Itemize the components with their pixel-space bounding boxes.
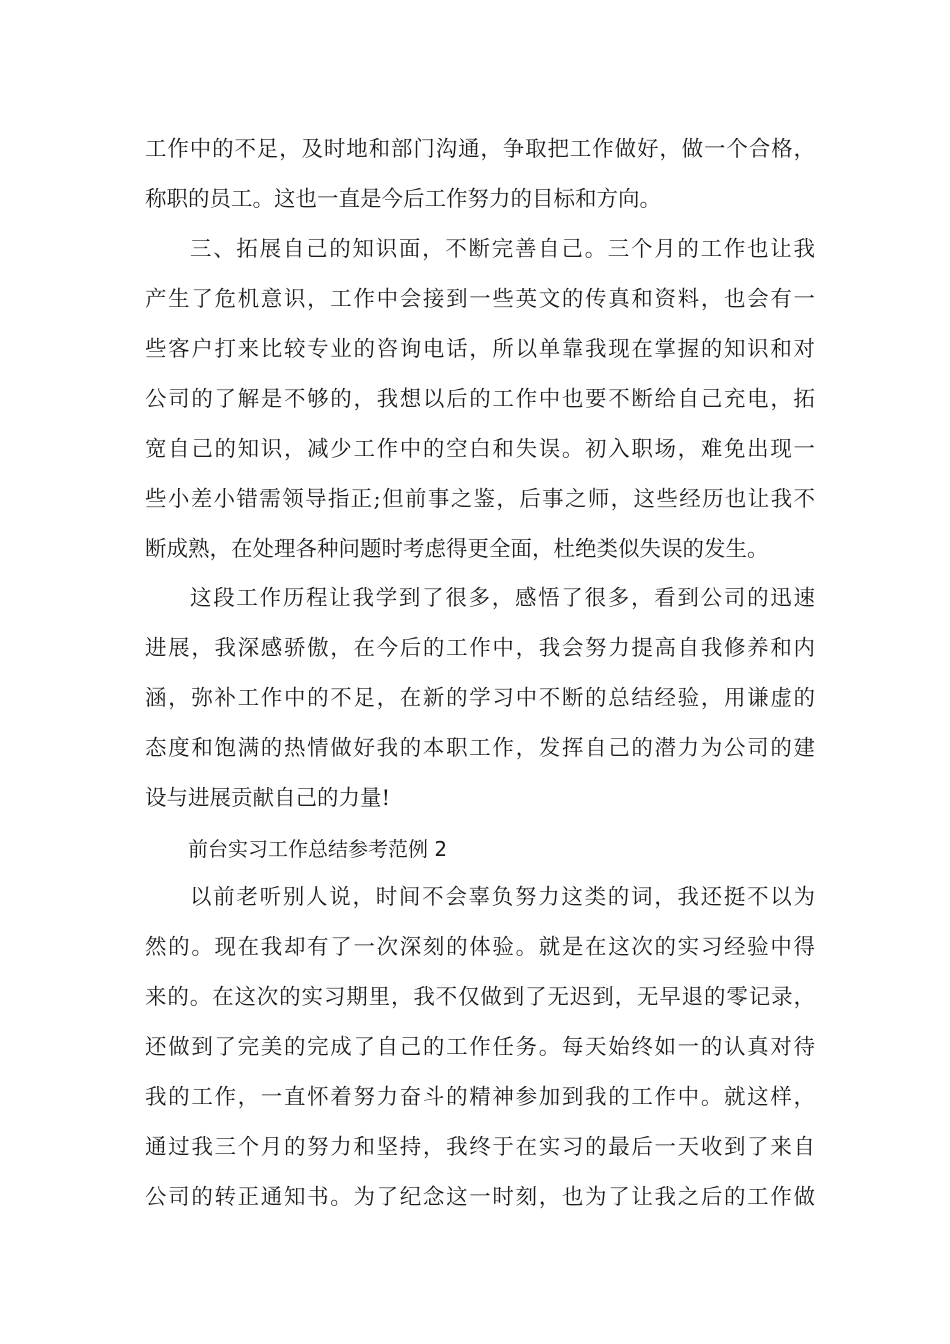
paragraph-3-line-2: 进展，我深感骄傲，在今后的工作中，我会努力提高自我修养和内 bbox=[145, 636, 815, 661]
paragraph-1-line-1: 工作中的不足，及时地和部门沟通，争取把工作做好，做一个合格， bbox=[145, 137, 815, 162]
paragraph-2-line-1: 三、拓展自己的知识面，不断完善自己。三个月的工作也让我 bbox=[190, 237, 815, 262]
paragraph-2-line-5: 宽自己的知识，减少工作中的空白和失误。初入职场，难免出现一 bbox=[145, 437, 815, 462]
paragraph-2-line-2: 产生了危机意识，工作中会接到一些英文的传真和资料，也会有一 bbox=[145, 287, 815, 312]
paragraph-3-line-3: 涵，弥补工作中的不足，在新的学习中不断的总结经验，用谦虚的 bbox=[145, 686, 815, 711]
paragraph-2-line-4: 公司的了解是不够的，我想以后的工作中也要不断给自己充电，拓 bbox=[145, 387, 815, 412]
section-heading: 前台实习工作总结参考范例 2 bbox=[188, 837, 448, 861]
paragraph-2-line-7: 断成熟，在处理各种问题时考虑得更全面，杜绝类似失误的发生。 bbox=[145, 537, 769, 562]
paragraph-4-line-7: 公司的转正通知书。为了纪念这一时刻，也为了让我之后的工作做 bbox=[145, 1185, 815, 1210]
paragraph-4-line-4: 还做到了完美的完成了自己的工作任务。每天始终如一的认真对待 bbox=[145, 1035, 815, 1060]
paragraph-4-line-5: 我的工作，一直怀着努力奋斗的精神参加到我的工作中。就这样， bbox=[145, 1085, 815, 1110]
paragraph-4-line-2: 然的。现在我却有了一次深刻的体验。就是在这次的实习经验中得 bbox=[145, 935, 815, 960]
paragraph-1-line-2: 称职的员工。这也一直是今后工作努力的目标和方向。 bbox=[145, 187, 662, 212]
paragraph-3-line-1: 这段工作历程让我学到了很多，感悟了很多，看到公司的迅速 bbox=[190, 586, 815, 611]
paragraph-4-line-6: 通过我三个月的努力和坚持，我终于在实习的最后一天收到了来自 bbox=[145, 1135, 815, 1160]
paragraph-3-line-4: 态度和饱满的热情做好我的本职工作，发挥自己的潜力为公司的建 bbox=[145, 736, 815, 761]
paragraph-4-line-1: 以前老听别人说，时间不会辜负努力这类的词，我还挺不以为 bbox=[190, 885, 815, 910]
paragraph-2-line-6: 些小差小错需领导指正;但前事之鉴，后事之师，这些经历也让我不 bbox=[145, 487, 815, 512]
paragraph-2-line-3: 些客户打来比较专业的咨询电话，所以单靠我现在掌握的知识和对 bbox=[145, 337, 815, 362]
paragraph-4-line-3: 来的。在这次的实习期里，我不仅做到了无迟到，无早退的零记录， bbox=[145, 985, 815, 1010]
paragraph-3-line-5: 设与进展贡献自己的力量! bbox=[145, 786, 391, 811]
